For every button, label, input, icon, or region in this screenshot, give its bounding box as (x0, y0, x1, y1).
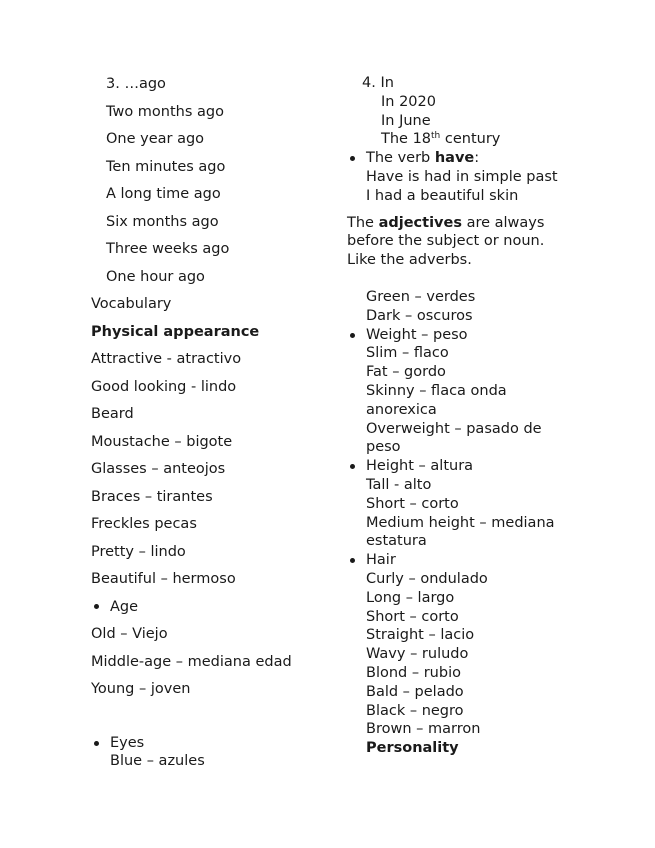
in-item: In June (381, 112, 431, 129)
ago-heading: 3. …ago (106, 76, 166, 92)
verb-bullet: The verb have: (347, 149, 587, 168)
vocab-item: Glasses – anteojos (91, 461, 226, 477)
vocab-item: Freckles pecas (91, 516, 197, 532)
age-item: Middle-age – mediana edad (91, 653, 292, 670)
weight-item: Overweight – pasado de (366, 420, 542, 437)
ago-item: Ten minutes ago (106, 158, 226, 175)
in-item: In 2020 (381, 93, 436, 110)
adjectives-line: before the subject or noun. (347, 233, 545, 250)
height-item: Short – corto (366, 495, 459, 512)
vocab-item: Good looking - lindo (91, 378, 237, 395)
vocabulary-label: Vocabulary (91, 296, 172, 312)
weight-item: Fat – gordo (366, 364, 446, 381)
age-item: Young – joven (91, 681, 191, 697)
hair-item: Long – largo (366, 589, 455, 606)
height-item: Tall - alto (366, 476, 432, 493)
eye-color-item: Dark – oscuros (366, 307, 473, 324)
spacer (347, 206, 587, 214)
personality-heading: Personality (366, 740, 459, 757)
vocab-item: Moustache – bigote (91, 433, 233, 450)
ago-item: One hour ago (106, 268, 205, 285)
age-bullet: Age (91, 597, 331, 625)
eyes-bullet: Eyes (91, 734, 331, 753)
age-item: Old – Viejo (91, 626, 168, 642)
hair-item: Wavy – ruludo (366, 646, 469, 663)
ago-item: Two months ago (106, 103, 224, 120)
vocab-item: Beard (91, 406, 134, 422)
spacer (347, 270, 587, 288)
height-item: Medium height – mediana (366, 514, 555, 531)
hair-item: Short – corto (366, 608, 459, 625)
weight-item: Skinny – flaca onda (366, 382, 507, 399)
adjectives-line: Like the adverbs. (347, 252, 472, 269)
ago-item: Six months ago (106, 213, 219, 230)
eye-color-item: Green – verdes (366, 288, 476, 305)
weight-item: peso (366, 439, 401, 456)
weight-item: Slim – flaco (366, 345, 449, 362)
ago-item: Three weeks ago (106, 241, 230, 257)
verb-line: Have is had in simple past (366, 168, 558, 185)
eyes-item: Blue – azules (110, 753, 205, 770)
in-item-century: The 18th century (381, 131, 501, 148)
spacer (91, 707, 331, 734)
verb-line: I had a beautiful skin (366, 187, 519, 204)
hair-bullet: Hair (347, 551, 587, 570)
in-heading: 4. In (362, 75, 394, 91)
hair-item: Black – negro (366, 702, 464, 719)
adjectives-line: The adjectives are always (347, 214, 545, 231)
hair-item: Blond – rubio (366, 664, 461, 681)
hair-item: Curly – ondulado (366, 570, 488, 587)
vocab-item: Braces – tirantes (91, 488, 213, 505)
height-item: estatura (366, 533, 427, 550)
left-column (91, 74, 331, 771)
vocab-item: Attractive - atractivo (91, 351, 242, 367)
weight-bullet: Weight – peso (347, 326, 587, 345)
ago-item: One year ago (106, 131, 205, 147)
hair-item: Bald – pelado (366, 683, 464, 700)
ago-item: A long time ago (106, 186, 221, 202)
height-bullet: Height – altura (347, 457, 587, 476)
right-column (347, 74, 587, 758)
hair-item: Brown – marron (366, 721, 481, 738)
hair-item: Straight – lacio (366, 627, 475, 644)
vocab-item: Pretty – lindo (91, 543, 186, 560)
physical-appearance-heading: Physical appearance (91, 323, 260, 340)
vocab-item: Beautiful – hermoso (91, 571, 236, 587)
weight-item: anorexica (366, 401, 437, 418)
